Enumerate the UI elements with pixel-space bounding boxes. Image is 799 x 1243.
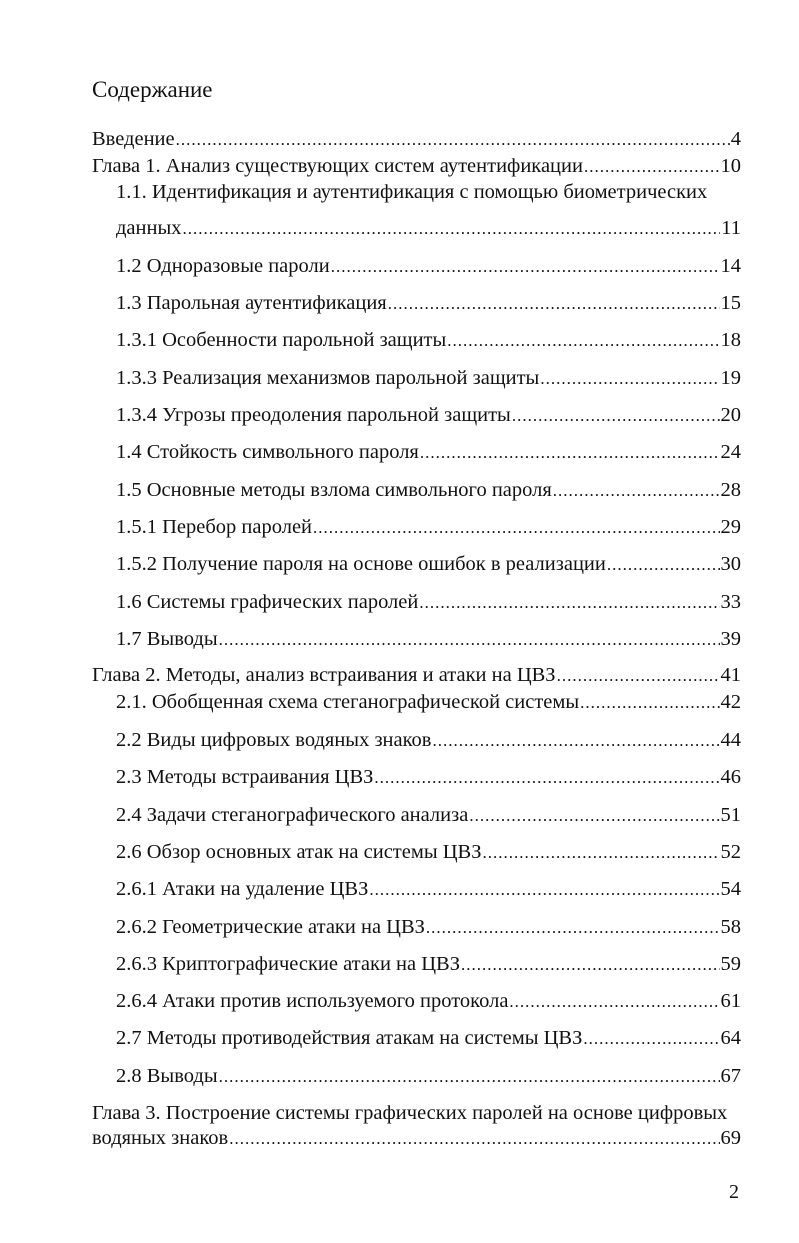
- toc-entry-page: 29: [720, 516, 741, 538]
- toc-entry-label: Глава 1. Анализ существующих систем аутентификации: [92, 155, 583, 177]
- dot-leader: [229, 1127, 719, 1151]
- toc-entry-chapter-3-first-line: Глава 3. Построение системы графических паролей на основе цифровых: [92, 1102, 728, 1124]
- toc-entry-2-7: [116, 1026, 741, 1051]
- dot-leader: [540, 367, 719, 391]
- dot-leader: [509, 990, 719, 1014]
- toc-entry-page: 15: [720, 292, 741, 314]
- dot-leader: [219, 1065, 720, 1089]
- toc-entry-page: 14: [720, 255, 741, 277]
- page-number: 2: [729, 1181, 739, 1203]
- dot-leader: [388, 292, 720, 316]
- toc-entry-label: 1.2 Одноразовые пароли: [116, 255, 330, 277]
- toc-entry-1-5-1: [116, 515, 741, 540]
- toc-entry-1-6: [116, 590, 741, 615]
- toc-entry-1-3: [116, 291, 741, 316]
- toc-entry-2-6-4: [116, 989, 741, 1014]
- toc-entry-label: 2.3 Методы встраивания ЦВЗ: [116, 766, 374, 788]
- toc-entry-2-2: [116, 728, 741, 753]
- dot-leader: [584, 155, 720, 179]
- toc-entry-1-5: [116, 478, 741, 503]
- toc-entry-label: 1.3.1 Особенности парольной защиты: [116, 329, 447, 351]
- toc-entry-label: данных: [116, 217, 182, 239]
- toc-entry-1-3-3: [116, 366, 741, 391]
- toc-entry-label: 1.7 Выводы: [116, 628, 218, 650]
- dot-leader: [426, 916, 720, 940]
- toc-entry-chapter-1: [92, 154, 741, 179]
- toc-entry-2-1: [116, 690, 741, 715]
- toc-entry-page: 18: [720, 329, 741, 351]
- dot-leader: [331, 255, 720, 279]
- toc-entry-label: 1.4 Стойкость символьного пароля: [116, 441, 419, 463]
- dot-leader: [469, 804, 719, 828]
- toc-entry-1-5-2: [116, 552, 741, 577]
- dot-leader: [557, 664, 720, 688]
- dot-leader: [369, 878, 719, 902]
- toc-entry-page: 41: [720, 664, 741, 686]
- toc-entry-label: 2.2 Виды цифровых водяных знаков: [116, 729, 432, 751]
- toc-entry-page: 44: [720, 729, 741, 751]
- dot-leader: [374, 766, 719, 790]
- toc-entry-2-3: [116, 765, 741, 790]
- dot-leader: [553, 479, 720, 503]
- toc-entry-2-4: [116, 803, 741, 828]
- dot-leader: [420, 441, 720, 465]
- toc-entry-label: 2.1. Обобщенная схема стеганографической системы: [116, 691, 580, 713]
- toc-entry-page: 20: [720, 404, 741, 426]
- dot-leader: [447, 329, 719, 353]
- toc-entry-label: 2.4 Задачи стеганографического анализа: [116, 804, 469, 826]
- toc-entry-label: 1.5 Основные методы взлома символьного пароля: [116, 479, 552, 501]
- toc-entry-1-3-4: [116, 403, 741, 428]
- toc-entry-label: 1.3 Парольная аутентификация: [116, 292, 387, 314]
- page-title: Содержание: [92, 77, 213, 102]
- toc-entry-label: Введение: [92, 128, 175, 150]
- dot-leader: [512, 404, 720, 428]
- toc-entry-label: 2.7 Методы противодействия атакам на системы ЦВЗ: [116, 1027, 583, 1049]
- toc-entry-label: 1.6 Системы графических паролей: [116, 591, 419, 613]
- toc-entry-2-6: [116, 840, 741, 865]
- toc-entry-2-6-3: [116, 952, 741, 977]
- toc-entry-1-1-first-line: 1.1. Идентификация и аутентификация с помощью биометрических: [116, 181, 708, 203]
- toc-entry-label: водяных знаков: [92, 1127, 229, 1149]
- toc-entry-page: 24: [720, 441, 741, 463]
- dot-leader: [432, 729, 719, 753]
- toc-entry-label: Глава 2. Методы, анализ встраивания и атаки на ЦВЗ: [92, 664, 556, 686]
- toc-entry-1-3-1: [116, 328, 741, 353]
- toc-entry-page: 11: [721, 217, 741, 239]
- toc-entry-1-4: [116, 440, 741, 465]
- toc-entry-1-1: [116, 216, 741, 241]
- toc-entry-label: 1.3.3 Реализация механизмов парольной защиты: [116, 367, 540, 389]
- toc-entry-page: 64: [720, 1027, 741, 1049]
- toc-entry-page: 58: [720, 916, 741, 938]
- toc-entry-page: 4: [730, 128, 741, 150]
- toc-entry-1-2: [116, 254, 741, 279]
- toc-entry-label: 1.5.2 Получение пароля на основе ошибок в реализации: [116, 553, 606, 575]
- toc-entry-chapter-2: [92, 663, 741, 688]
- dot-leader: [219, 628, 720, 652]
- toc-entry-page: 33: [720, 591, 741, 613]
- toc-entry-page: 28: [720, 479, 741, 501]
- toc-entry-page: 19: [720, 367, 741, 389]
- dot-leader: [313, 516, 719, 540]
- toc-entry-label: 2.6.4 Атаки против используемого протокола: [116, 990, 509, 1012]
- dot-leader: [461, 953, 720, 977]
- toc-entry-label: 2.6.2 Геометрические атаки на ЦВЗ: [116, 916, 425, 938]
- toc-entry-2-6-2: [116, 915, 741, 940]
- toc-entry-page: 42: [720, 691, 741, 713]
- toc-entry-label: 2.6.3 Криптографические атаки на ЦВЗ: [116, 953, 460, 975]
- toc-entry-2-6-1: [116, 877, 741, 902]
- toc-entry-label: 2.6.1 Атаки на удаление ЦВЗ: [116, 878, 369, 900]
- dot-leader: [583, 1027, 719, 1051]
- toc-entry-page: 54: [720, 878, 741, 900]
- dot-leader: [183, 217, 721, 241]
- toc-entry-label: 2.6 Обзор основных атак на системы ЦВЗ: [116, 841, 482, 863]
- toc-entry-label: 1.5.1 Перебор паролей: [116, 516, 313, 538]
- toc-entry-label: 1.3.4 Угрозы преодоления парольной защиты: [116, 404, 511, 426]
- toc-entry-introduction: [92, 127, 741, 152]
- toc-entry-2-8: [116, 1064, 741, 1089]
- toc-entry-page: 30: [720, 553, 741, 575]
- toc-entry-chapter-3: [92, 1126, 741, 1151]
- toc-entry-page: 52: [720, 841, 741, 863]
- toc-entry-1-7: [116, 627, 741, 652]
- toc-entry-page: 39: [720, 628, 741, 650]
- toc-entry-page: 69: [720, 1127, 741, 1149]
- toc-entry-page: 67: [720, 1065, 741, 1087]
- dot-leader: [419, 591, 719, 615]
- toc-entry-page: 46: [720, 766, 741, 788]
- dot-leader: [607, 553, 720, 577]
- toc-entry-page: 59: [720, 953, 741, 975]
- toc-entry-page: 51: [720, 804, 741, 826]
- toc-entry-label: 2.8 Выводы: [116, 1065, 218, 1087]
- toc-entry-page: 10: [720, 155, 741, 177]
- dot-leader: [176, 128, 730, 152]
- dot-leader: [580, 691, 719, 715]
- dot-leader: [482, 841, 719, 865]
- toc-entry-page: 61: [720, 990, 741, 1012]
